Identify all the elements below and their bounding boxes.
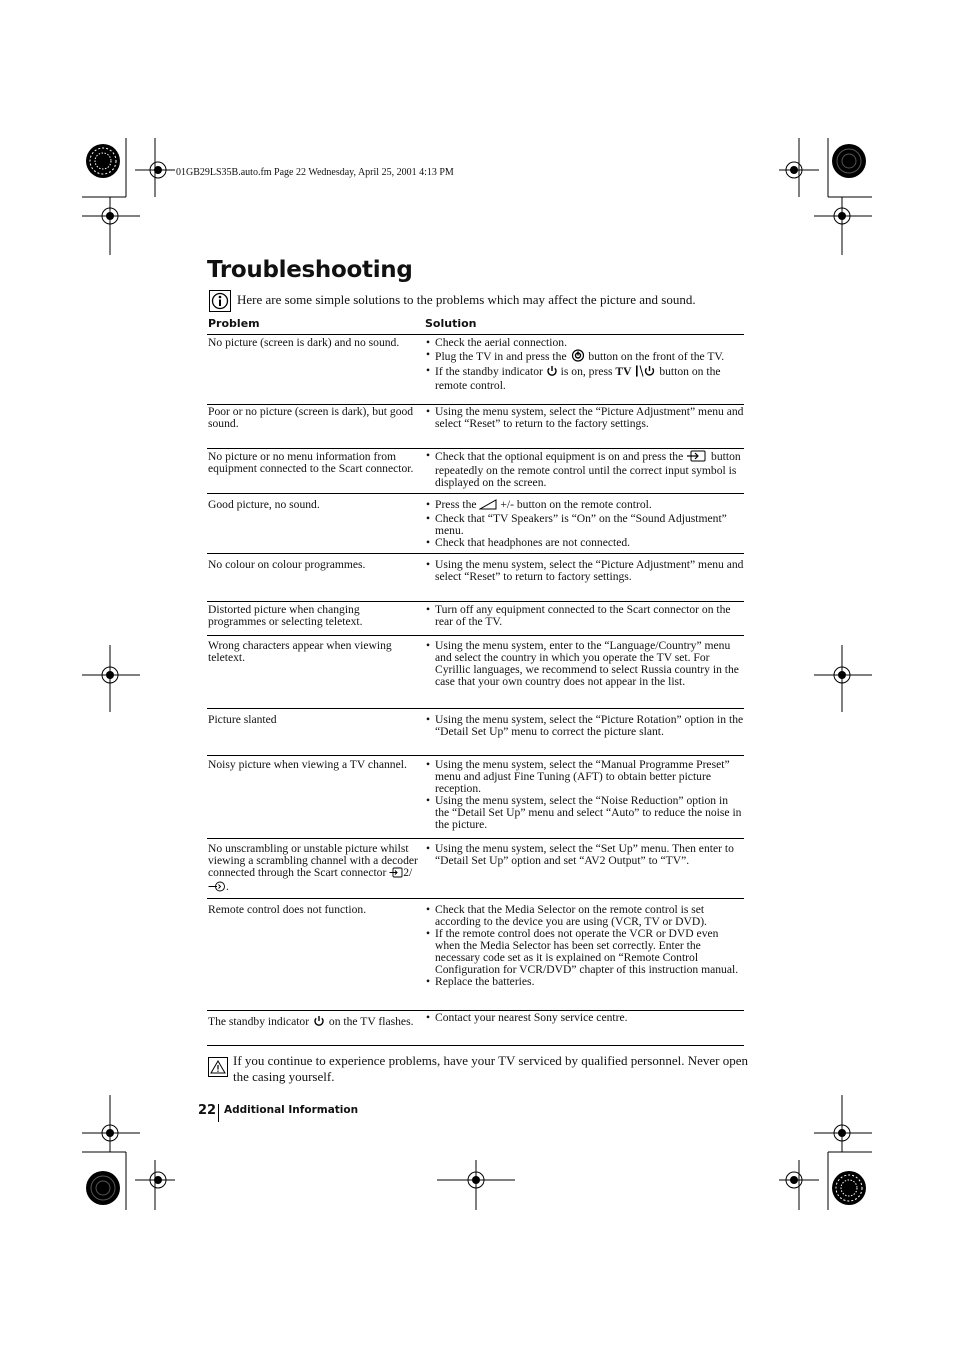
- solution-item: • Check the aerial connection.: [426, 337, 744, 349]
- solution-item: • Check that headphones are not connected.: [426, 537, 744, 549]
- problem-cell: No picture or no menu information from equipment connected to the Scart connector.: [208, 450, 414, 475]
- problem-cell: Poor or no picture (screen is dark), but good sound.: [208, 405, 414, 430]
- page-title: Troubleshooting: [207, 257, 413, 283]
- footer-section-name: Additional Information: [224, 1104, 359, 1116]
- table-header-rule: [207, 334, 744, 335]
- solution-item: • Using the menu system, select the “Set Up” menu. Then enter to “Detail Set Up” option and set “AV2 Output” to “TV”.: [426, 843, 744, 867]
- solution-item: • Check that the optional equipment is on and press the button repeatedly on the remote control until the correct input symbol is displayed on the screen.: [426, 450, 744, 489]
- solution-cell: [426, 559, 744, 583]
- solution-item: • If the standby indicator is on, press TV button on the remote control.: [426, 365, 744, 392]
- standby-power-icon: [570, 349, 586, 365]
- intro-text: Here are some simple solutions to the problems which may affect the picture and sound.: [237, 292, 696, 307]
- problem-cell: The standby indicator on the TV flashes.: [208, 1015, 414, 1028]
- solution-item: • Using the menu system, select the “Picture Adjustment” menu and select “Reset” to return to factory settings.: [426, 559, 744, 583]
- column-header-solution: Solution: [425, 317, 477, 330]
- tv-standby-icon: [634, 365, 656, 380]
- problem-cell: Good picture, no sound.: [208, 498, 320, 511]
- row-divider: [207, 493, 744, 494]
- solution-item: • Turn off any equipment connected to the Scart connector on the rear of the TV.: [426, 604, 744, 628]
- warning-triangle-icon: [208, 1057, 228, 1077]
- solution-item: • Replace the batteries.: [426, 976, 744, 988]
- problem-cell: No unscrambling or unstable picture whilst viewing a scrambling channel with a decoder connected through the Scart connector 2/.: [208, 842, 418, 893]
- table-bottom-rule: [207, 1045, 744, 1046]
- row-divider: [207, 755, 744, 756]
- row-divider: [207, 553, 744, 554]
- problem-cell: Remote control does not function.: [208, 903, 367, 916]
- volume-icon: [479, 499, 497, 513]
- row-divider: [207, 838, 744, 839]
- solution-cell: [426, 406, 744, 430]
- problem-cell: No colour on colour programmes.: [208, 558, 366, 571]
- solution-cell: [426, 1012, 744, 1024]
- solution-cell: [426, 714, 744, 738]
- solution-item: • Check that the Media Selector on the remote control is set according to the device you are using (VCR, TV or DVD).: [426, 904, 744, 928]
- row-divider: [207, 448, 744, 449]
- solution-cell: [426, 499, 744, 549]
- solution-item: • Using the menu system, select the “Picture Adjustment” menu and select “Reset” to return to the factory settings.: [426, 406, 744, 430]
- problem-cell: Picture slanted: [208, 713, 277, 726]
- problem-cell: No picture (screen is dark) and no sound.: [208, 336, 400, 349]
- solution-item: • Plug the TV in and press the button on the front of the TV.: [426, 349, 744, 365]
- problem-cell: Wrong characters appear when viewing teletext.: [208, 639, 392, 664]
- file-info-header: 01GB29LS35B.auto.fm Page 22 Wednesday, April 25, 2001 4:13 PM: [176, 167, 454, 178]
- solution-item: • Press the +/- button on the remote control.: [426, 499, 744, 513]
- scart-output-icon: [208, 881, 226, 895]
- solution-cell: [426, 759, 744, 831]
- problem-cell: Noisy picture when viewing a TV channel.: [208, 758, 407, 771]
- solution-item: • Using the menu system, select the “Noise Reduction” option in the “Detail Set Up” menu and select “Auto” to reduce the noise in the picture.: [426, 795, 744, 831]
- solution-item: • Using the menu system, enter to the “Language/Country” menu and select the country in which you operate the TV set. For Cyrillic languages, we recommend to select Russia country in the case that your own country does not appear in the list.: [426, 640, 744, 688]
- solution-item: • Check that “TV Speakers” is “On” on the “Sound Adjustment” menu.: [426, 513, 744, 537]
- info-icon: [209, 290, 231, 312]
- solution-cell: [426, 604, 744, 628]
- solution-item: • Using the menu system, select the “Manual Programme Preset” menu and adjust Fine Tuning (AFT) to obtain better picture reception.: [426, 759, 744, 795]
- row-divider: [207, 601, 744, 602]
- footer-divider: [218, 1104, 219, 1122]
- warning-text: If you continue to experience problems, have your TV serviced by qualified personnel. Never open the casing yourself.: [233, 1053, 749, 1084]
- solution-cell: [426, 450, 744, 489]
- scart-input-icon: [389, 867, 403, 881]
- row-divider: [207, 708, 744, 709]
- solution-item: • Using the menu system, select the “Picture Rotation” option in the “Detail Set Up” menu to correct the picture slant.: [426, 714, 744, 738]
- input-select-icon: [686, 450, 708, 465]
- row-divider: [207, 635, 744, 636]
- solution-cell: [426, 904, 744, 988]
- solution-cell: [426, 640, 744, 688]
- solution-cell: [426, 337, 744, 392]
- page-number: 22: [198, 1103, 217, 1118]
- row-divider: [207, 898, 744, 899]
- solution-item: • Contact your nearest Sony service centre.: [426, 1012, 744, 1024]
- standby-power-icon: [312, 1015, 326, 1030]
- standby-power-icon: [546, 365, 558, 380]
- problem-cell: Distorted picture when changing programmes or selecting teletext.: [208, 603, 363, 628]
- column-header-problem: Problem: [208, 317, 260, 330]
- solution-item: • If the remote control does not operate the VCR or DVD even when the Media Selector has been set correctly. Enter the necessary code set as it is explained on “Remote Control Configuration for VCR/DVD” chapter of this instruction manual.: [426, 928, 744, 976]
- solution-cell: [426, 843, 744, 867]
